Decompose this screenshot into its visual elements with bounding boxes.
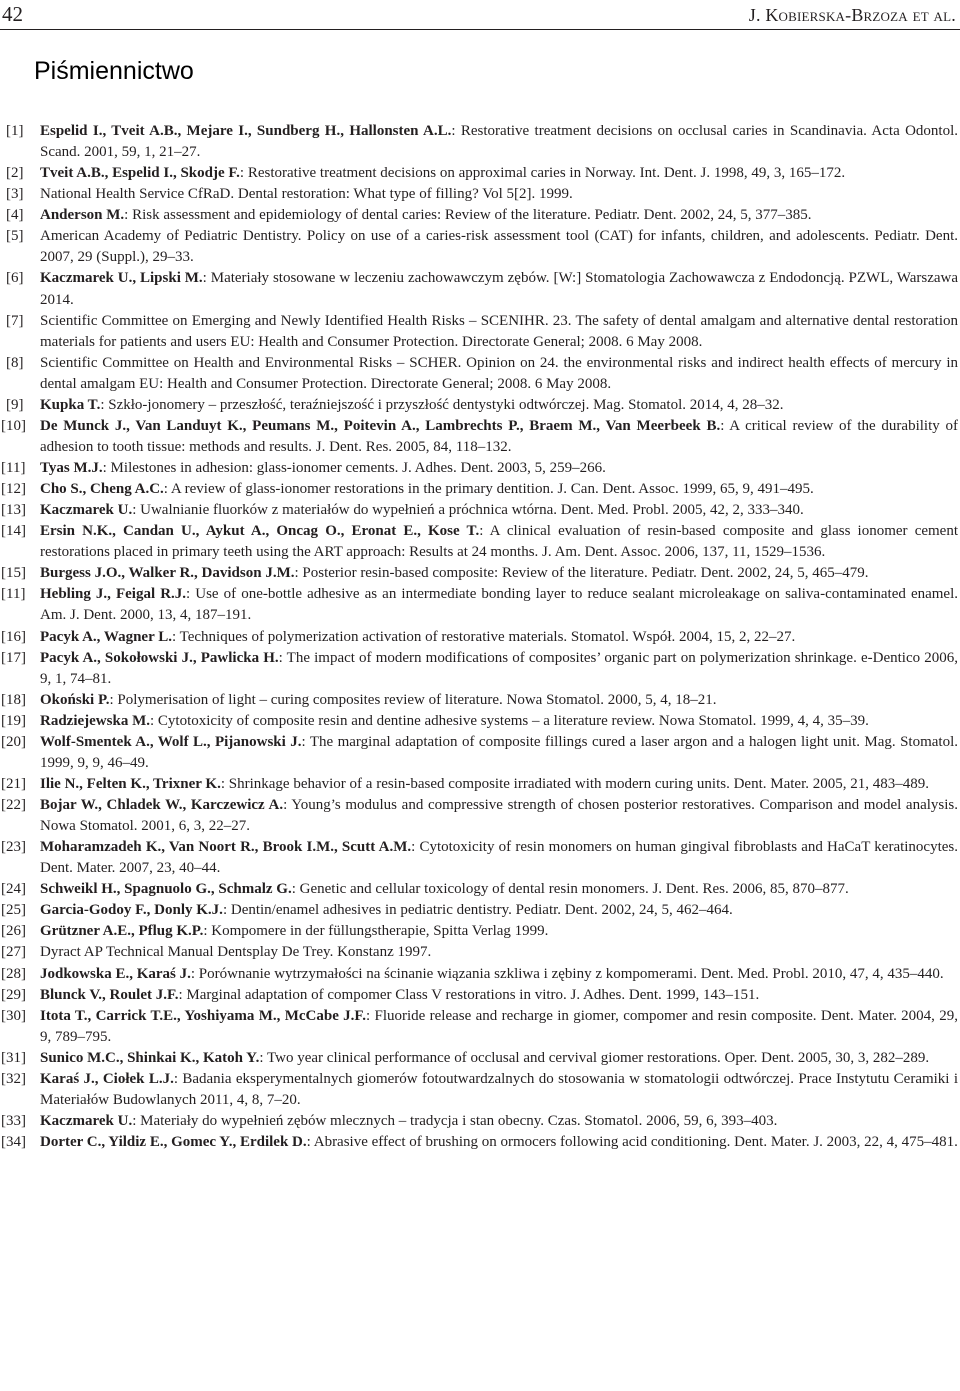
reference-number: [8]	[6, 354, 24, 371]
reference-item	[0, 205, 960, 226]
reference-text: : Genetic and cellular toxicology of dental resin monomers. J. Dent. Res. 2006, 85, 870–877.	[291, 881, 849, 898]
reference-text: : Two year clinical performance of occlusal and cervival giomer restorations. Oper. Dent. 2005, 30, 3, 282–289.	[259, 1049, 930, 1066]
reference-item	[0, 268, 960, 310]
reference-number: [7]	[6, 312, 24, 329]
reference-authors: Burgess J.O., Walker R., Davidson J.M.	[40, 565, 295, 582]
reference-item	[0, 795, 960, 837]
reference-item	[0, 921, 960, 942]
reference-item	[0, 900, 960, 921]
reference-authors: Garcia-Godoy F., Donly K.J.	[40, 902, 223, 919]
reference-text: : Use of one-bottle adhesive as an intermediate bonding layer to reduce sealant microleakage on saliva-contaminated enamel. Am. J. Dent. 2000, 13, 4, 187–191.	[40, 586, 958, 624]
reference-item	[0, 1069, 960, 1111]
reference-text: : Posterior resin-based composite: Review of the literature. Pediatr. Dent. 2002, 24, 5, 465–479.	[294, 565, 869, 582]
reference-number: [12]	[1, 481, 26, 498]
reference-item	[0, 732, 960, 774]
reference-number: [17]	[1, 649, 26, 666]
reference-authors: Schweikl H., Spagnuolo G., Schmalz G.	[40, 881, 292, 898]
reference-number: [18]	[1, 691, 26, 708]
reference-number: [19]	[1, 712, 26, 729]
reference-authors: Radziejewska M.	[40, 712, 150, 729]
reference-item	[0, 774, 960, 795]
reference-text: : Badania eksperymentalnych giomerów fotoutwardzalnych do stosowania w stomatologii odtwórczej. Prace Instytutu Ceramiki i Materiałów Budowlanych 2011, 4, 8, 7–20.	[40, 1070, 958, 1108]
reference-number: [3]	[6, 186, 24, 203]
reference-item	[0, 1132, 960, 1153]
reference-item	[0, 879, 960, 900]
reference-number: [20]	[1, 733, 26, 750]
reference-item	[0, 121, 960, 163]
reference-number: [25]	[1, 902, 26, 919]
reference-item	[0, 837, 960, 879]
reference-number: [32]	[1, 1070, 26, 1087]
reference-text: : The impact of modern modifications of composites’ organic part on polymerization shrinkage. e-Dentico 2006, 9, 1, 74–81.	[40, 649, 958, 687]
reference-number: [16]	[1, 628, 26, 645]
reference-number: [2]	[6, 165, 24, 182]
reference-text: : Risk assessment and epidemiology of dental caries: Review of the literature. Pediatr. Dent. 2002, 24, 5, 377–385.	[124, 207, 812, 224]
running-head: J. Kobierska-Brzoza et al.	[748, 5, 956, 25]
reference-authors: Ersin N.K., Candan U., Aykut A., Oncag O., Eronat E., Kose T.	[40, 523, 480, 540]
reference-authors: Jodkowska E., Karaś J.	[40, 965, 191, 982]
reference-number: [28]	[1, 965, 26, 982]
reference-text: : Restorative treatment decisions on occlusal caries in Scandinavia. Acta Odontol. Scand. 2001, 59, 1, 21–27.	[40, 123, 958, 161]
reference-number: [27]	[1, 944, 26, 961]
reference-number: [26]	[1, 923, 26, 940]
reference-number: [14]	[1, 523, 26, 540]
reference-number: [31]	[1, 1049, 26, 1066]
reference-item	[0, 226, 960, 268]
reference-number: [23]	[1, 839, 26, 856]
reference-text: National Health Service CfRaD. Dental restoration: What type of filling? Vol 5[2]. 1999.	[40, 186, 573, 203]
reference-number: [11]	[1, 460, 26, 476]
reference-item	[0, 627, 960, 648]
reference-authors: Karaś J., Ciołek L.J.	[40, 1070, 174, 1087]
reference-number: [10]	[1, 417, 26, 434]
reference-item	[0, 311, 960, 353]
reference-authors: Kaczmarek U.	[40, 502, 133, 519]
reference-authors: Kupka T.	[40, 396, 101, 413]
reference-item	[0, 690, 960, 711]
reference-item	[0, 521, 960, 563]
reference-number: [4]	[6, 207, 24, 224]
reference-authors: Tveit A.B., Espelid I., Skodje F.	[40, 165, 240, 182]
reference-number: [9]	[6, 396, 24, 413]
reference-authors: Ilie N., Felten K., Trixner K.	[40, 775, 221, 792]
reference-text: : Materiały do wypełnień zębów mlecznych – tradycja i stan obecny. Czas. Stomatol. 2006, 59, 6, 393–403.	[132, 1112, 778, 1129]
reference-authors: Kaczmarek U.	[40, 1112, 133, 1129]
reference-authors: Blunck V., Roulet J.F.	[40, 986, 179, 1003]
reference-item	[0, 584, 960, 626]
reference-text: : Fluoride release and recharge in giomer, compomer and resin composite. Dent. Mater. 2004, 29, 9, 789–795.	[40, 1007, 959, 1045]
reference-number: [33]	[1, 1112, 26, 1129]
reference-authors: Bojar W., Chladek W., Karczewicz A.	[40, 797, 284, 813]
reference-item	[0, 184, 960, 205]
reference-text: American Academy of Pediatric Dentistry. Policy on use of a caries-risk assessment tool (CAT) for infants, children, and adolescents. Pediatr. Dent. 2007, 29 (Suppl.), 29–33.	[40, 228, 958, 266]
reference-number: [21]	[1, 775, 26, 792]
reference-text: : Dentin/enamel adhesives in pediatric dentistry. Pediatr. Dent. 2002, 24, 5, 462–464.	[222, 902, 733, 919]
reference-authors: Hebling J., Feigal R.J.	[40, 586, 187, 603]
reference-text: : The marginal adaptation of composite fillings cured a laser argon and a halogen light unit. Mag. Stomatol. 1999, 9, 9, 46–49.	[40, 733, 958, 771]
reference-item	[0, 163, 960, 184]
reference-text: : Milestones in adhesion: glass-ionomer cements. J. Adhes. Dent. 2003, 5, 259–266.	[102, 460, 606, 476]
reference-number: [34]	[1, 1134, 26, 1150]
reference-item	[0, 458, 960, 479]
reference-number: [22]	[1, 797, 26, 813]
reference-item	[0, 353, 960, 395]
reference-item	[0, 416, 960, 458]
reference-text: : Abrasive effect of brushing on ormocers following acid conditioning. Dent. Mater. J. 2003, 22, 4, 475–481.	[306, 1134, 958, 1150]
reference-number: [11]	[1, 586, 26, 603]
reference-authors: Kaczmarek U., Lipski M.	[40, 270, 203, 287]
reference-number: [13]	[1, 502, 26, 519]
reference-text: Dyract AP Technical Manual Dentsplay De Trey. Konstanz 1997.	[40, 944, 432, 961]
reference-authors: Moharamzadeh K., Van Noort R., Brook I.M., Scutt A.M.	[40, 839, 412, 856]
reference-authors: Anderson M.	[40, 207, 125, 224]
reference-item	[0, 1006, 960, 1048]
reference-text: : Techniques of polymerization activation of restorative materials. Stomatol. Współ. 2004, 15, 2, 22–27.	[171, 628, 796, 645]
reference-authors: Itota T., Carrick T.E., Yoshiyama M., McCabe J.F.	[40, 1007, 366, 1024]
page-number: 42	[2, 2, 23, 26]
reference-number: [15]	[1, 565, 26, 582]
reference-authors: De Munck J., Van Landuyt K., Peumans M., Poitevin A., Lambrechts P., Braem M., Van Meerbeek B.	[40, 417, 721, 434]
section-title: Piśmiennictwo	[34, 57, 194, 85]
reference-item	[0, 395, 960, 416]
reference-text: Scientific Committee on Emerging and Newly Identified Health Risks – SCENIHR. 23. The safety of dental amalgam and alternative dental restoration materials for patients and users EU: Health and Consumer Protection. Directorate General; 2008. 6 May 2008.	[40, 312, 958, 350]
reference-authors: Sunico M.C., Shinkai K., Katoh Y.	[40, 1049, 260, 1066]
reference-authors: Pacyk A., Sokołowski J., Pawlicka H.	[40, 649, 279, 666]
page-header	[0, 0, 960, 32]
reference-number: [29]	[1, 986, 26, 1003]
reference-number: [1]	[6, 123, 24, 139]
reference-item	[0, 1111, 960, 1132]
reference-authors: Wolf-Smentek A., Wolf L., Pijanowski J.	[40, 733, 302, 750]
reference-number: [5]	[6, 228, 24, 245]
reference-text: : Materiały stosowane w leczeniu zachowawczym zębów. [W:] Stomatologia Zachowawcza z Endodoncją. PZWL, Warszawa 2014.	[40, 270, 958, 308]
reference-text: : Shrinkage behavior of a resin-based composite irradiated with modern curing units. Dent. Mater. 2005, 21, 483–489.	[220, 775, 929, 792]
reference-item	[0, 479, 960, 500]
reference-item	[0, 964, 960, 985]
reference-text: : Cytotoxicity of resin monomers on human gingival fibroblasts and HaCaT keratinocytes. Dent. Mater. 2007, 23, 40–44.	[40, 839, 959, 877]
reference-authors: Cho S., Cheng A.C.	[40, 481, 164, 498]
reference-number: [24]	[1, 881, 26, 898]
reference-text: : A critical review of the durability of adhesion to tooth tissue: methods and results. J. Dent. Res. 2005, 84, 118–132.	[40, 417, 958, 455]
reference-item	[0, 563, 960, 584]
reference-text: : Marginal adaptation of compomer Class V restorations in vitro. J. Adhes. Dent. 1999, 143–151.	[178, 986, 760, 1003]
reference-item	[0, 648, 960, 690]
reference-text: : Porównanie wytrzymałości na ścinanie wiązania szkliwa i zębiny z kompomerami. Dent. Med. Probl. 2010, 47, 4, 435–440.	[190, 965, 944, 982]
reference-text: : Uwalnianie fluorków z materiałów do wypełnień a próchnica wtórna. Dent. Med. Probl. 2005, 42, 2, 333–340.	[132, 502, 804, 519]
reference-authors: Tyas M.J.	[40, 460, 103, 476]
reference-text: : Kompomere in der füllungstherapie, Spitta Verlag 1999.	[203, 923, 549, 940]
reference-number: [30]	[1, 1007, 26, 1024]
reference-item	[0, 1048, 960, 1069]
reference-authors: Pacyk A., Wagner L.	[40, 628, 172, 645]
reference-list	[0, 121, 960, 1153]
reference-authors: Espelid I., Tveit A.B., Mejare I., Sundberg H., Hallonsten A.L.	[40, 123, 452, 139]
reference-text: : Polymerisation of light – curing composites review of literature. Nowa Stomatol. 2000, 5, 4, 18–21.	[109, 691, 717, 708]
reference-authors: Grützner A.E., Pflug K.P.	[40, 923, 204, 940]
reference-number: [6]	[6, 270, 24, 287]
reference-text: : Cytotoxicity of composite resin and dentine adhesive systems – a literature review. Nowa Stomatol. 1999, 4, 4, 35–39.	[149, 712, 869, 729]
reference-text: : A clinical evaluation of resin-based composite and glass ionomer cement restorations placed in primary teeth using the ART approach: Results at 24 months. J. Am. Dent. Assoc. 2006, 137, 11, 1529–1536.	[40, 523, 958, 561]
reference-text: : A review of glass-ionomer restorations in the primary dentition. J. Can. Dent. Assoc. 1999, 65, 9, 491–495.	[163, 481, 814, 498]
reference-text: Scientific Committee on Health and Environmental Risks – SCHER. Opinion on 24. the environmental risks and indirect health effects of mercury in dental amalgam EU: Health and Consumer Protection. Directorate General; 2008. 6 May 2008.	[40, 354, 958, 392]
reference-item	[0, 711, 960, 732]
reference-item	[0, 500, 960, 521]
reference-item	[0, 942, 960, 963]
reference-authors: Okoński P.	[40, 691, 110, 708]
reference-authors: Dorter C., Yildiz E., Gomec Y., Erdilek D.	[40, 1134, 307, 1150]
reference-text: : Szkło-jonomery – przeszłość, teraźniejszość i przyszłość dentystyki odtwórczej. Mag. Stomatol. 2014, 4, 28–32.	[100, 396, 784, 413]
reference-text: : Restorative treatment decisions on approximal caries in Norway. Int. Dent. J. 1998, 49, 3, 165–172.	[239, 165, 846, 182]
reference-text: : Young’s modulus and compressive strength of chosen posterior restoratives. Comparison and model analysis. Nowa Stomatol. 2001, 6, 3, 22–27.	[40, 797, 958, 835]
reference-item	[0, 985, 960, 1006]
header-rule	[0, 29, 960, 30]
